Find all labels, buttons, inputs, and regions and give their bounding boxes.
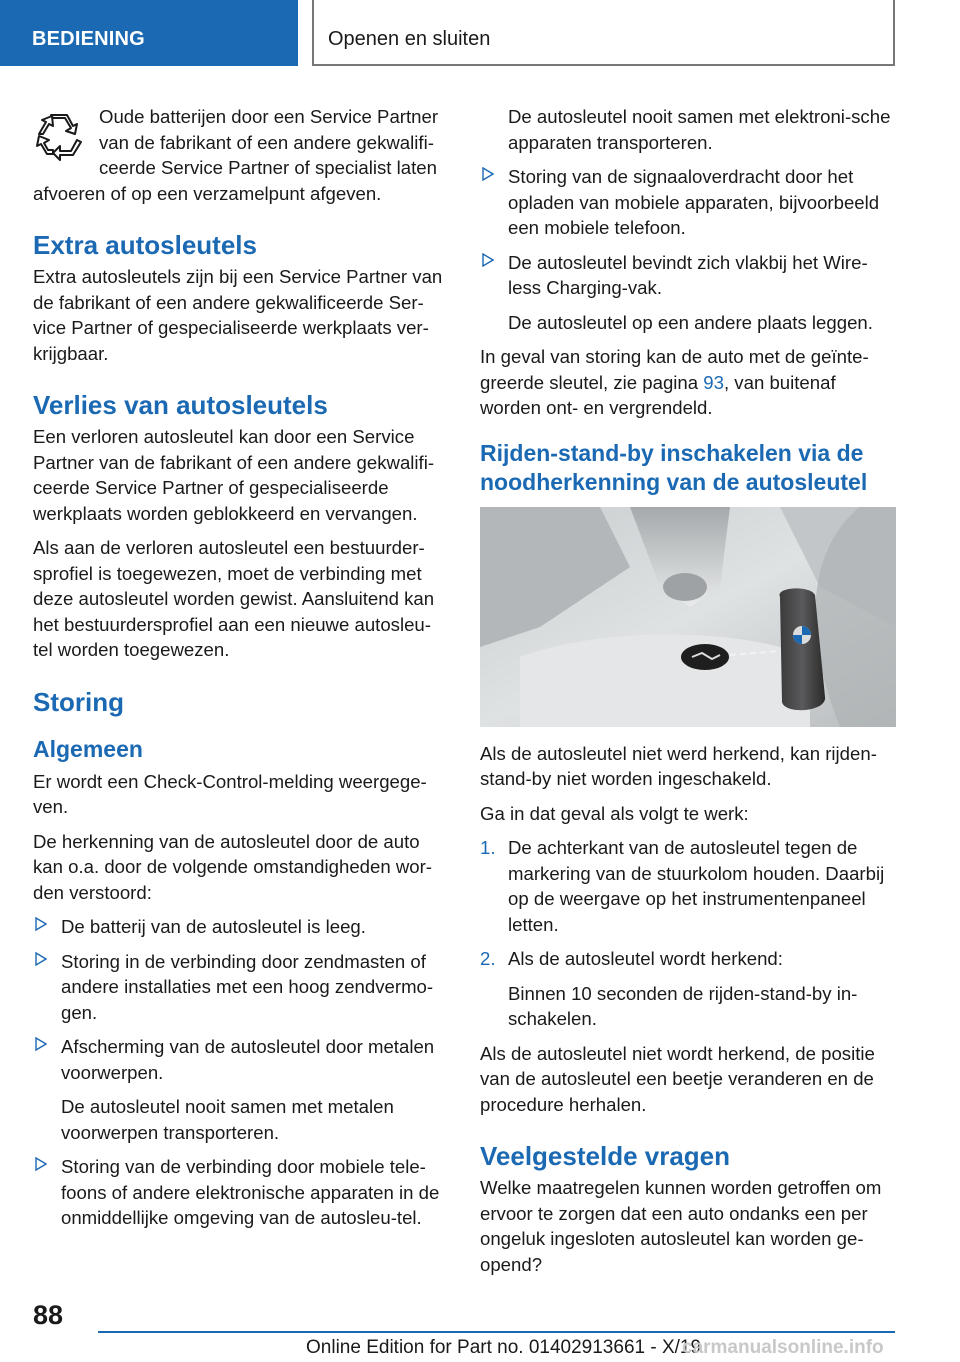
list-item bbox=[480, 250, 896, 301]
heading-key-loss: Verlies van autosleutels bbox=[33, 390, 328, 420]
faq-text: Welke maatregelen kunnen worden getroffen om ervoor te zorgen dat een auto ondanks een per ongeluk ingesloten autosleutel kan worden ge‐opend? bbox=[480, 1177, 882, 1275]
integrated-key-text-after: , van buitenaf worden ont- en vergrendeld. bbox=[480, 371, 836, 418]
list-item bbox=[33, 1034, 449, 1085]
footer-divider bbox=[98, 1331, 895, 1333]
list-item-text: De batterij van de autosleutel is leeg. bbox=[61, 916, 366, 937]
recycle-line-1: Oude batterijen door een Service Partner bbox=[99, 106, 439, 127]
integrated-key-text-before: In geval van storing kan de auto met de geïnte‐greerde sleutel, zie pagina bbox=[480, 346, 869, 393]
list-item-text: Storing van de verbinding door mobiele tele‐foons of andere elektronische apparaten in de onmiddellijke omgeving van de autosleu‐tel. bbox=[61, 1156, 440, 1228]
footer-edition: Online Edition for Part no. 01402913661 - X/19 bbox=[306, 1337, 702, 1358]
standby-closing: Als de autosleutel niet wordt herkend, de positie van de autosleutel een beetje veranderen en de procedure herhalen. bbox=[480, 1042, 875, 1115]
recycle-line-2: van de fabrikant of een andere gekwalifi‐ bbox=[99, 131, 434, 153]
triangle-bullet-icon bbox=[35, 1035, 47, 1061]
list-item bbox=[33, 949, 449, 1026]
watermark: carmanualsonline.info bbox=[682, 1337, 884, 1358]
standby-paragraph-2: Ga in dat geval als volgt te werk: bbox=[480, 802, 749, 824]
step-text: De achterkant van de autosleutel tegen de markering van de stuurkolom houden. Daarbij op de weergave op het instrumentenpaneel letten. bbox=[508, 837, 885, 935]
recycle-line-3: ceerde Service Partner of specialist laten bbox=[99, 157, 437, 178]
list-item-note: De autosleutel op een andere plaats leggen. bbox=[508, 311, 873, 333]
recycle-note bbox=[33, 104, 449, 206]
list-item-text: Afscherming van de autosleutel door metalen voorwerpen. bbox=[61, 1036, 435, 1083]
malfunction-paragraph-2: De herkenning van de autosleutel door de auto kan o.a. door de volgende omstandigheden wor‐den verstoord: bbox=[33, 830, 433, 903]
list-item-text: Storing van de signaaloverdracht door het opladen van mobiele apparaten, bijvoorbeeld een mobiele telefoon. bbox=[508, 166, 880, 238]
steering-column-key-photo bbox=[480, 507, 896, 727]
malfunction-paragraph-1: Er wordt een Check-Control-melding weergege‐ven. bbox=[33, 770, 427, 817]
standby-paragraph-1: Als de autosleutel niet werd herkend, kan rijden‐stand-by niet worden ingeschakeld. bbox=[480, 742, 877, 789]
header-chapter-box bbox=[312, 0, 895, 66]
page-link[interactable]: 93 bbox=[703, 371, 724, 393]
triangle-bullet-icon bbox=[35, 950, 47, 976]
extra-keys-text: Extra autosleutels zijn bij een Service Partner van de fabrikant of een andere gekwalificeerde Ser‐vice Partner of gespecialiseerde werkplaats ver‐krijgbaar. bbox=[33, 266, 443, 364]
triangle-bullet-icon bbox=[35, 1155, 47, 1181]
subheading-general: Algemeen bbox=[33, 735, 143, 762]
header-section-label: BEDIENING bbox=[32, 28, 145, 50]
triangle-bullet-icon bbox=[482, 251, 494, 277]
recycle-icon bbox=[33, 110, 85, 162]
list-item bbox=[33, 1154, 449, 1231]
integrated-key-paragraph bbox=[480, 344, 896, 421]
list-item-note: De autosleutel nooit samen met metalen voorwerpen transporteren. bbox=[61, 1096, 394, 1143]
step-number: 1. bbox=[480, 837, 496, 858]
list-item bbox=[33, 914, 449, 940]
header-chapter-label: Openen en sluiten bbox=[328, 28, 491, 50]
heading-standby: Rijden-stand-by inschakelen via de noodherkenning van de autosleutel bbox=[480, 439, 868, 495]
header-section-tab bbox=[0, 0, 298, 66]
right-column bbox=[480, 104, 896, 1286]
triangle-bullet-icon bbox=[35, 915, 47, 941]
key-loss-paragraph-2: Als aan de verloren autosleutel een bestuurder‐sprofiel is toegewezen, moet de verbinding met deze autosleutel worden gewist. Aansluitend kan het bestuurdersprofiel aan een nieuwe autosleu‐tel worden toegewezen. bbox=[33, 537, 435, 660]
page-number: 88 bbox=[33, 1300, 64, 1330]
step-number: 2. bbox=[480, 948, 496, 969]
step-item bbox=[480, 946, 896, 972]
key-loss-paragraph-1: Een verloren autosleutel kan door een Service Partner van de fabrikant of een andere gekwalifi‐ceerde Service Partner of gespecialiseerde werkplaats worden geblokkeerd en vervangen. bbox=[33, 426, 435, 524]
list-item-text: Storing in de verbinding door zendmasten of andere installaties met een hoog zendvermo‐gen. bbox=[61, 950, 434, 1023]
heading-malfunction: Storing bbox=[33, 686, 124, 717]
heading-faq: Veelgestelde vragen bbox=[480, 1141, 731, 1171]
list-item bbox=[480, 164, 896, 241]
step-note: Binnen 10 seconden de rijden-stand-by in‐schakelen. bbox=[508, 982, 858, 1029]
list-item-text: De autosleutel bevindt zich vlakbij het Wire‐less Charging-vak. bbox=[508, 251, 868, 298]
left-column bbox=[33, 104, 449, 1240]
step-item bbox=[480, 835, 896, 937]
recycle-line-4: afvoeren of op een verzamelpunt afgeven. bbox=[33, 182, 382, 204]
heading-extra-keys: Extra autosleutels bbox=[33, 230, 257, 260]
triangle-bullet-icon bbox=[482, 165, 494, 191]
step-text: Als de autosleutel wordt herkend: bbox=[508, 948, 783, 969]
list-item-note: De autosleutel nooit samen met elektroni‐sche apparaten transporteren. bbox=[508, 106, 891, 153]
